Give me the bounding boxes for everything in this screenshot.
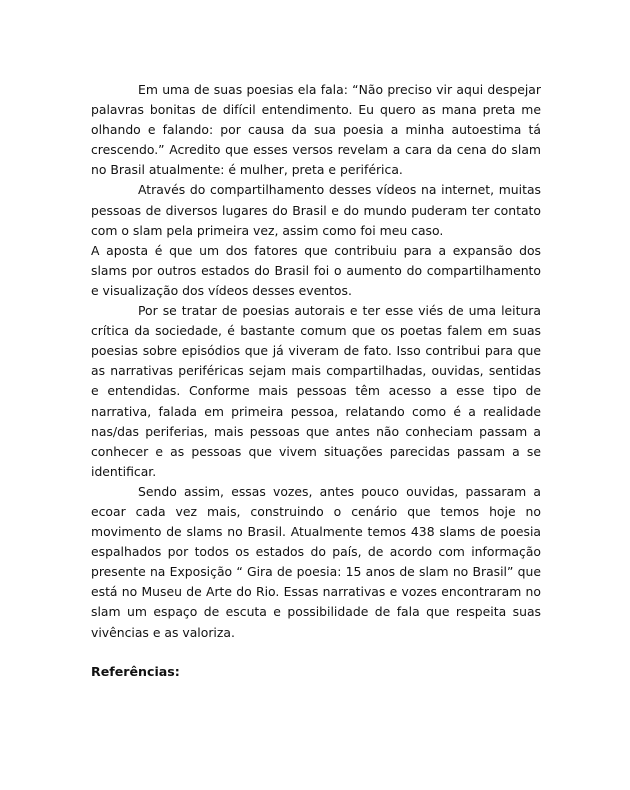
document-body: [91, 80, 541, 682]
paragraph-video-sharing: Através do compartilhamento desses vídeos na internet, muitas pessoas de diversos lugares do Brasil e do mundo puderam ter contato com o slam pela primeira vez, assim como foi meu caso.: [91, 182, 541, 238]
paragraph-expansion-hypothesis: A aposta é que um dos fatores que contribuiu para a expansão dos slams por outros estados do Brasil foi o aumento do compartilhamento e visualização dos vídeos desses eventos.: [91, 242, 541, 298]
paragraph-authorial-poetry: Por se tratar de poesias autorais e ter esse viés de uma leitura crítica da sociedade, é bastante comum que os poetas falem em suas poesias sobre episódios que já viveram de fato. Isso contribui para que as narrativas periféricas sejam mais compartilhadas, ouvidas, sentidas e entendidas. Conforme mais pessoas têm acesso a esse tipo de narrativa, falada em primeira pessoa, relatando como é a realidade nas/das periferias, mais pessoas que antes não conheciam passam a conhecer e as pessoas que vivem situações parecidas passam a se identificar.: [91, 303, 541, 479]
references-heading: Referências:: [91, 663, 180, 679]
paragraph-conclusion: Sendo assim, essas vozes, antes pouco ouvidas, passaram a ecoar cada vez mais, construindo o cenário que temos hoje no movimento de slams no Brasil. Atualmente temos 438 slams de poesia espalhados por todos os estados do país, de acordo com informação presente na Exposição “ Gira de poesia: 15 anos de slam no Brasil” que está no Museu de Arte do Rio. Essas narrativas e vozes encontraram no slam um espaço de escuta e possibilidade de fala que respeita suas vivências e as valoriza.: [91, 483, 541, 640]
paragraph-slam-poem-quote: Em uma de suas poesias ela fala: “Não preciso vir aqui despejar palavras bonitas de difícil entendimento. Eu quero as mana preta me olhando e falando: por causa da sua poesia a minha autoestima tá crescendo.” Acredito que esses versos revelam a cara da cena do slam no Brasil atualmente: é mulher, preta e periférica.: [91, 82, 541, 178]
